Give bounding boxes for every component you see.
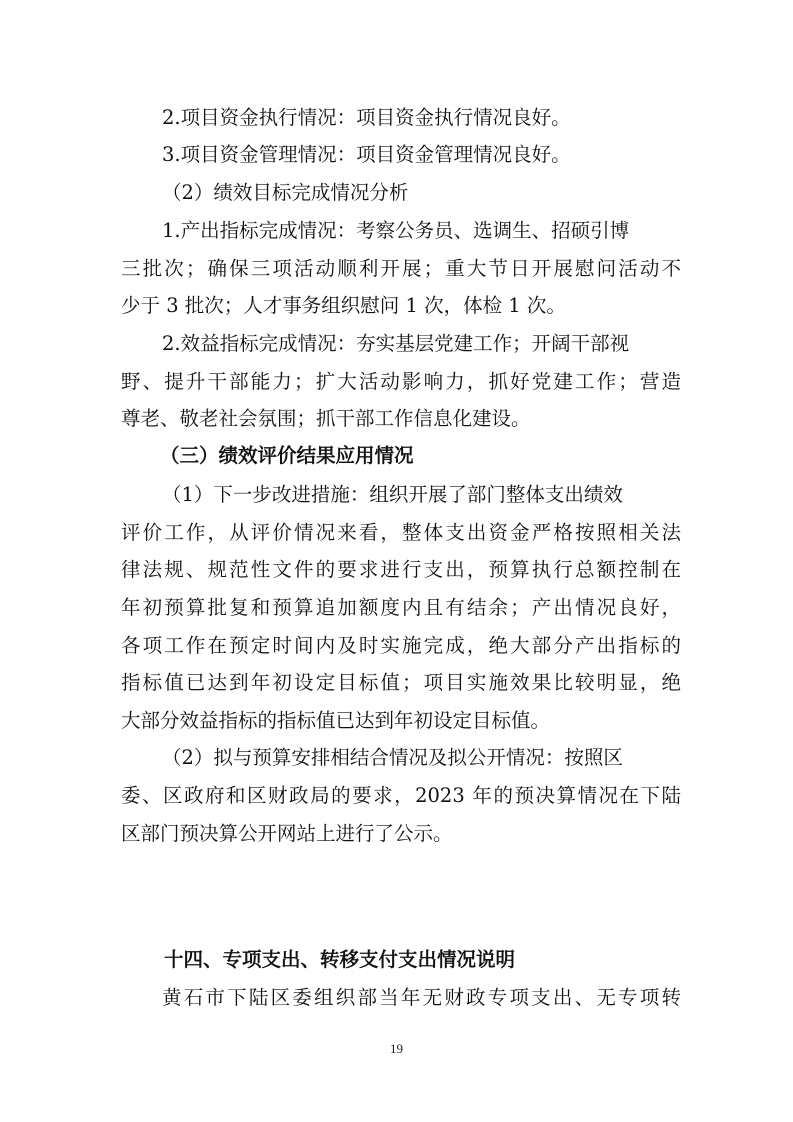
paragraph-line: 2.效益指标完成情况：夯实基层党建工作；开阔干部视	[162, 332, 630, 355]
section-heading: 十四、专项支出、转移支付支出情况说明	[164, 948, 516, 971]
subheading: （2）绩效目标完成情况分析	[162, 181, 409, 204]
section-heading: （三）绩效评价结果应用情况	[160, 444, 414, 467]
paragraph-line: 尊老、敬老社会氛围；抓干部工作信息化建设。	[121, 407, 531, 430]
paragraph-line: 少于 3 批次；人才事务组织慰问 1 次，体检 1 次。	[121, 294, 566, 317]
paragraph-line: 评价工作，从评价情况来看，整体支出资金严格按照相关法	[121, 521, 681, 544]
paragraph-line: （1）下一步改进措施：组织开展了部门整体支出绩效	[162, 483, 623, 506]
paragraph-line: （2）拟与预算安排相结合情况及拟公开情况：按照区	[162, 746, 623, 769]
page-number: 19	[390, 1041, 403, 1056]
paragraph-line: 年初预算批复和预算追加额度内且有结余；产出情况良好，	[121, 596, 681, 619]
paragraph-line: 1.产出指标完成情况：考察公务员、选调生、招硕引博	[162, 219, 630, 242]
paragraph-line: 指标值已达到年初设定目标值；项目实施效果比较明显，绝	[121, 671, 681, 694]
paragraph-line: 三批次；确保三项活动顺利开展；重大节日开展慰问活动不	[121, 257, 681, 280]
paragraph-line: 3.项目资金管理情况：项目资金管理情况良好。	[162, 143, 571, 166]
paragraph-line: 2.项目资金执行情况：项目资金执行情况良好。	[162, 106, 571, 129]
paragraph-line: 大部分效益指标的指标值已达到年初设定目标值。	[121, 709, 551, 732]
paragraph-line: 各项工作在预定时间内及时实施完成，绝大部分产出指标的	[121, 634, 681, 657]
paragraph-line: 委、区政府和区财政局的要求，2023 年的预决算情况在下陆	[121, 784, 681, 807]
paragraph-line: 律法规、规范性文件的要求进行支出，预算执行总额控制在	[121, 558, 681, 581]
paragraph-line: 黄石市下陆区委组织部当年无财政专项支出、无专项转	[162, 986, 681, 1009]
paragraph-line: 野、提升干部能力；扩大活动影响力，抓好党建工作；营造	[121, 370, 681, 393]
paragraph-line: 区部门预决算公开网站上进行了公示。	[121, 822, 453, 845]
